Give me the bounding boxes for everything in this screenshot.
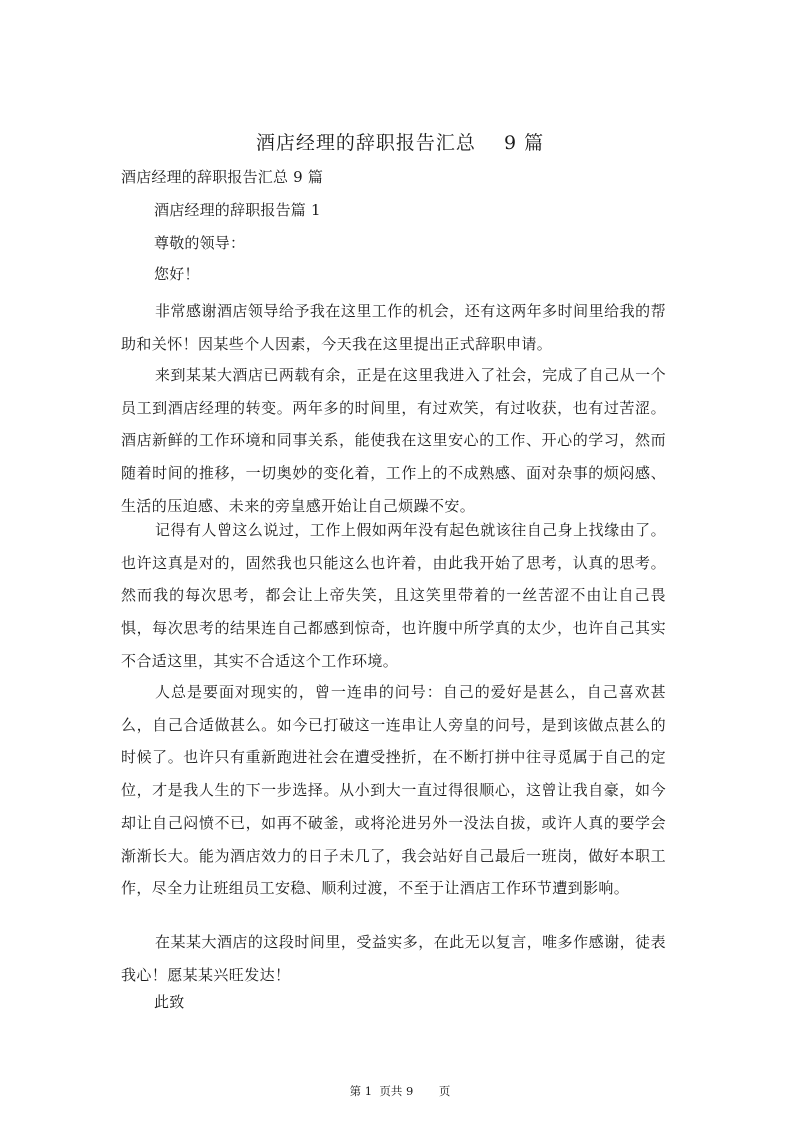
page-footer: 第 1 页共 9 页: [349, 1084, 451, 1098]
paragraph: 来到某某大酒店已两载有余，正是在这里我进入了社会，完成了自己从一个员工到酒店经理的转变。两年多的时间里，有过欢笑，有过收获，也有过苦涩。酒店新鲜的工作环境和同事关系，能使我在这里安心的工作、开心的学习，然而随着时间的推移，一切奥妙的变化着，工作上的不成熟感、面对杂事的烦闷感、生活的压迫感、未来的旁皇感开始让自己烦躁不安。: [121, 366, 666, 515]
section-heading: 酒店经理的辞职报告篇 1: [154, 201, 321, 219]
document-title: 酒店经理的辞职报告汇总 9 篇: [255, 132, 545, 154]
paragraph: 记得有人曾这么说过，工作上假如两年没有起色就该往自己身上找缘由了。也许这真是对的，固然我也只能这么也许着，由此我开始了思考，认真的思考。然而我的每次思考，都会让上帝失笑，且这笑里带着的一丝苦涩不由让自己畏惧，每次思考的结果连自己都感到惊奇，也许腹中所学真的太少，也许自己其实不合适这里，其实不合适这个工作环境。: [121, 521, 666, 670]
document-subtitle: 酒店经理的辞职报告汇总 9 篇: [121, 168, 324, 186]
paragraph: 在某某大酒店的这段时间里，受益实多，在此无以复言，唯多作感谢，徒表我心！愿某某兴旺发达！: [121, 933, 666, 984]
greeting: 您好！: [154, 265, 200, 283]
closing: 此致: [154, 993, 185, 1011]
paragraph: 非常感谢酒店领导给予我在这里工作的机会，还有这两年多时间里给我的帮助和关怀！因某些个人因素，今天我在这里提出正式辞职申请。: [121, 302, 666, 353]
salutation: 尊敬的领导：: [154, 234, 246, 252]
paragraph: 人总是要面对现实的，曾一连串的问号：自己的爱好是甚么，自己喜欢甚么，自己合适做甚么。如今已打破这一连串让人旁皇的问号，是到该做点甚么的时候了。也许只有重新跑进社会在遭受挫折，在不断打拼中往寻觅属于自己的定位，才是我人生的下一步选择。从小到大一直过得很顺心，这曾让我自豪，如今却让自己闷愤不已，如再不破釜，或将沦进另外一没法自拔，或许人真的要学会渐渐长大。能为酒店效力的日子未几了，我会站好自己最后一班岗，做好本职工作，尽全力让班组员工安稳、顺利过渡，不至于让酒店工作环节遭到影响。: [121, 683, 666, 898]
